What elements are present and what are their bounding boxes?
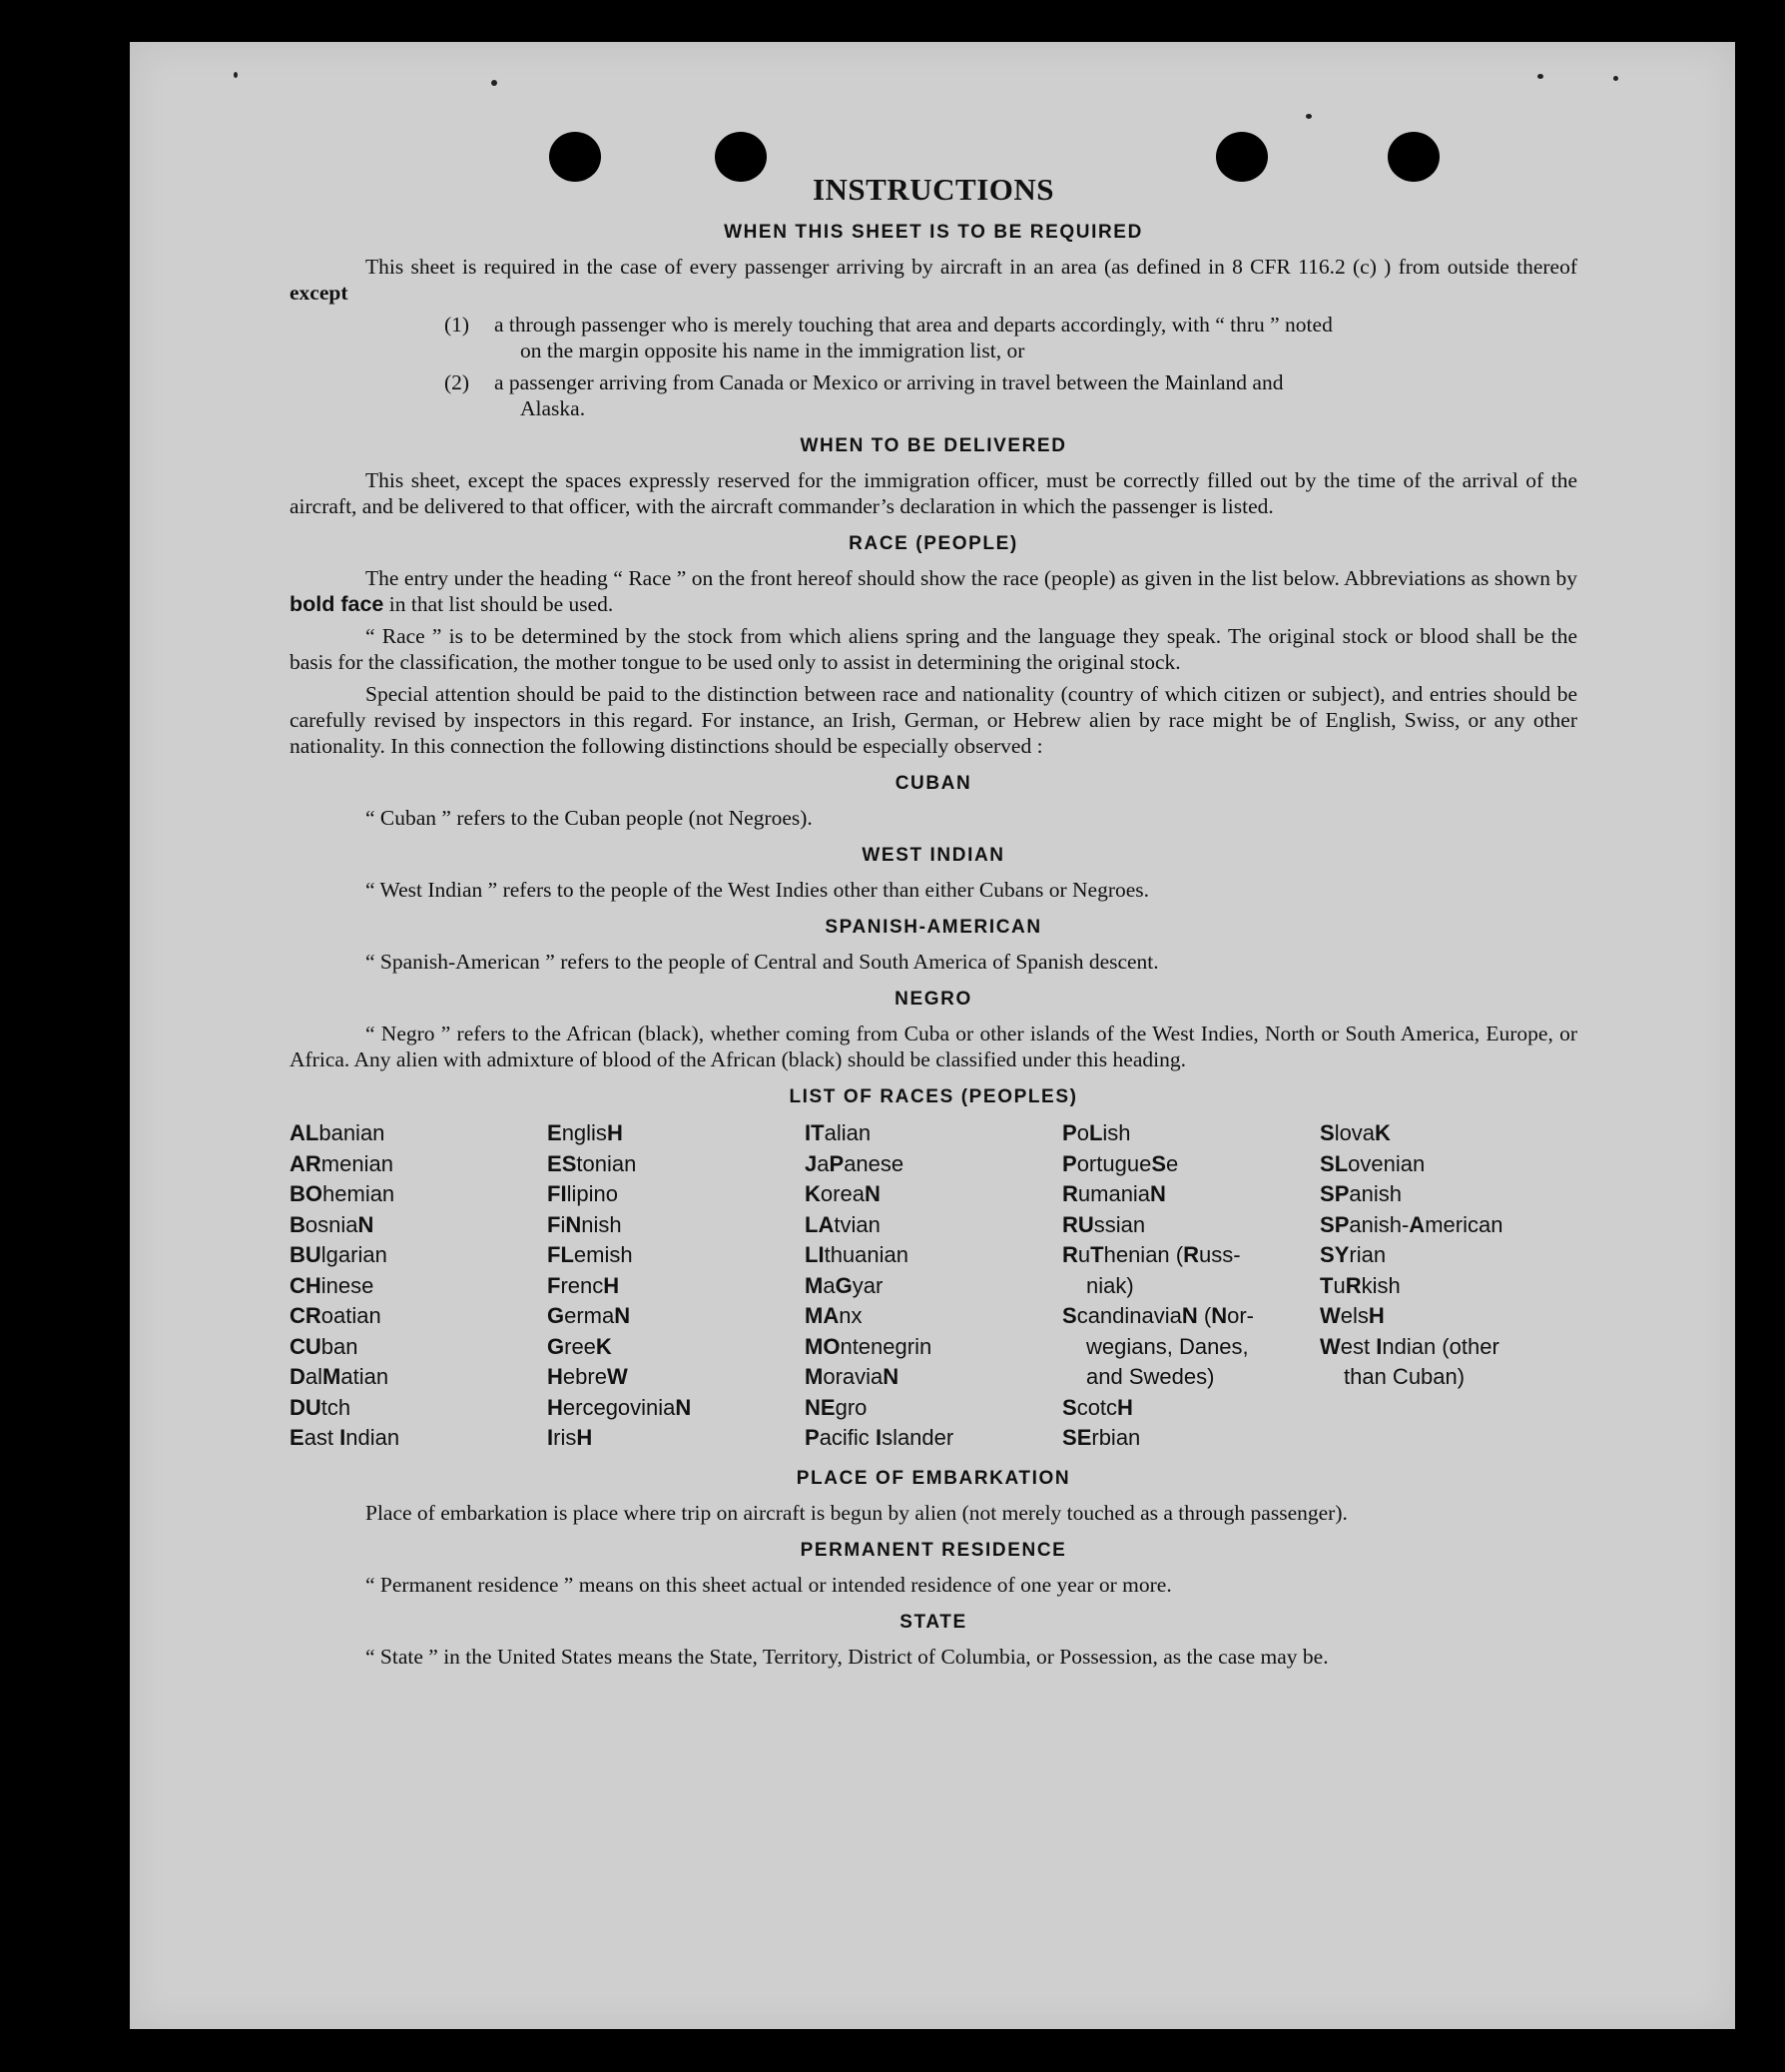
race-item: RuThenian (Russ- [1062,1242,1241,1267]
race-item: ScotcH [1062,1394,1133,1420]
race-item: SLovenian [1320,1150,1426,1176]
race-item: GermaN [547,1303,631,1328]
required-list-item-2 [444,369,1577,421]
race-item: KoreaN [805,1181,881,1206]
race-item: EStonian [547,1150,637,1176]
cuban-text [290,805,1577,831]
race-paragraph-1 [290,565,1577,617]
race-item: GreeK [547,1333,612,1359]
embarkation-text: Place of embarkation is place where trip on aircraft is begun by alien (not merely touched as a through passenger). [365,1500,1348,1525]
state-text: “ State ” in the United States means the State, Territory, District of Columbia, or Possession, as the case may be. [365,1644,1329,1669]
race-item-continued: and Swedes) [1086,1364,1215,1389]
race-item: East Indian [290,1425,400,1450]
races-column-5 [1320,1118,1577,1454]
speck-mark [491,80,497,86]
race-p1-bold: bold face [290,592,384,616]
race-p1-text-end: in that list should be used. [388,592,614,616]
heading-spanish-american: SPANISH-AMERICAN [825,917,1042,938]
instructions-content [290,168,1577,1676]
list-text-line1: a through passenger who is merely touching that area and departs accordingly, with “ thru ” noted [494,313,1333,337]
race-item: SYrian [1320,1242,1387,1267]
race-item: West Indian (other [1320,1333,1499,1359]
races-column-4 [1062,1118,1320,1454]
spanish-american-text: “ Spanish-American ” refers to the people of Central and South America of Spanish descent. [365,950,1159,974]
race-item: HercegoviniaN [547,1394,692,1420]
cuban-definition: refers to the Cuban people (not Negroes). [456,806,813,830]
list-text-line1: a passenger arriving from Canada or Mexico or arriving in travel between the Mainland and [494,370,1284,394]
negro-text: “ Negro ” refers to the African (black), whether coming from Cuba or other islands of the West Indies, North or South America, Europe, or Africa. Any alien with admixture of blood of the African (black) should be classified under this heading. [290,1022,1577,1071]
list-text [494,369,1577,421]
list-text [494,312,1577,363]
race-item: ARmenian [290,1150,393,1176]
race-item: SErbian [1062,1425,1141,1450]
race-item: ScandinaviaN (Nor- [1062,1303,1254,1328]
race-item: TuRkish [1320,1272,1401,1298]
race-item: HebreW [547,1364,628,1389]
race-item: MAnx [805,1303,863,1328]
race-item: FLemish [547,1242,633,1267]
race-item: CUban [290,1333,358,1359]
race-paragraph-3: Special attention should be paid to the distinction between race and nationality (country of which citizen or subject), and entries should be carefully revised by inspectors in this regard. For instance, an Irish, German, or Hebrew alien by race might be of English, Swiss, or any other nationality. In this connection the following distinctions should be especially observed : [290,682,1577,758]
race-item: IrisH [547,1425,593,1450]
delivered-text: This sheet, except the spaces expressly reserved for the immigration officer, must be correctly filled out by the time of the arrival of the aircraft, and be delivered to that officer, with the aircraft commander’s declaration in which the passenger is listed. [290,468,1577,518]
speck-mark [1537,74,1543,79]
race-item: RUssian [1062,1211,1146,1237]
required-intro [290,254,1577,306]
speck-mark [234,72,238,78]
heading-when-delivered: WHEN TO BE DELIVERED [800,435,1067,456]
race-item: BUlgarian [290,1242,387,1267]
race-item-continued: niak) [1086,1272,1134,1298]
race-item: JaPanese [805,1150,904,1176]
race-item: SPanish-American [1320,1211,1503,1237]
race-item: WelsH [1320,1303,1385,1328]
west-indian-text: “ West Indian ” refers to the people of the West Indies other than either Cubans or Negroes. [365,878,1150,902]
race-item: DalMatian [290,1364,389,1389]
race-item: RumaniaN [1062,1181,1166,1206]
race-item: FrencH [547,1272,620,1298]
races-column-1 [290,1118,547,1454]
race-item: MoraviaN [805,1364,899,1389]
race-item: BOhemian [290,1181,395,1206]
speck-mark [1306,114,1312,119]
list-number: (2) [444,370,470,394]
heading-cuban: CUBAN [894,773,972,794]
race-item: DUtch [290,1394,351,1420]
race-item: CRoatian [290,1303,381,1328]
race-paragraph-2: “ Race ” is to be determined by the stock from which aliens spring and the language they speak. The original stock or blood shall be the basis for the classification, the mother tongue to be used only to assist in determining the original stock. [290,624,1577,674]
race-item: FiNnish [547,1211,622,1237]
race-item: CHinese [290,1272,374,1298]
heading-place-of-embarkation: PLACE OF EMBARKATION [796,1467,1071,1489]
race-item-continued: than Cuban) [1344,1364,1466,1389]
race-item: Pacific Islander [805,1425,954,1450]
race-item: PortugueSe [1062,1150,1179,1176]
heading-race: RACE (PEOPLE) [849,533,1018,554]
heading-state: STATE [899,1611,967,1633]
race-item: ITalian [805,1120,872,1145]
heading-when-required: WHEN THIS SHEET IS TO BE REQUIRED [724,222,1143,243]
race-item: NEgro [805,1394,868,1420]
race-item-continued: wegians, Danes, [1086,1333,1249,1359]
race-item: LIthuanian [805,1242,908,1267]
race-item: MOntenegrin [805,1333,932,1359]
speck-mark [1613,76,1618,81]
cuban-term: “ Cuban ” [365,806,451,830]
race-item: LAtvian [805,1211,881,1237]
race-item: SPanish [1320,1181,1402,1206]
page-title: INSTRUCTIONS [812,172,1054,207]
heading-negro: NEGRO [894,989,972,1010]
heading-west-indian: WEST INDIAN [862,845,1005,866]
residence-text: “ Permanent residence ” means on this sheet actual or intended residence of one year or more. [365,1572,1172,1597]
heading-list-of-races: LIST OF RACES (PEOPLES) [789,1086,1078,1107]
required-intro-text: This sheet is required in the case of every passenger arriving by aircraft in an area (as defined in 8 CFR 116.2 (c) ) from outside thereof [365,255,1577,279]
required-intro-bold: except [290,281,348,305]
races-column-2 [547,1118,805,1454]
race-item: MaGyar [805,1272,884,1298]
race-item: BosniaN [290,1211,374,1237]
required-list-item-1 [444,312,1577,363]
races-column-3 [805,1118,1062,1454]
race-p1-text: The entry under the heading “ Race ” on the front hereof should show the race (people) as given in the list below. Abbreviations as shown by [365,566,1577,590]
race-item: PoLish [1062,1120,1131,1145]
list-number: (1) [444,313,470,337]
race-item: SlovaK [1320,1120,1391,1145]
list-text-line2: on the margin opposite his name in the immigration list, or [520,339,1025,362]
race-item: EnglisH [547,1120,623,1145]
heading-permanent-residence: PERMANENT RESIDENCE [800,1539,1067,1561]
race-item: FIlipino [547,1181,618,1206]
races-list [290,1118,1577,1454]
race-item: ALbanian [290,1120,385,1145]
list-text-line2: Alaska. [520,396,586,420]
